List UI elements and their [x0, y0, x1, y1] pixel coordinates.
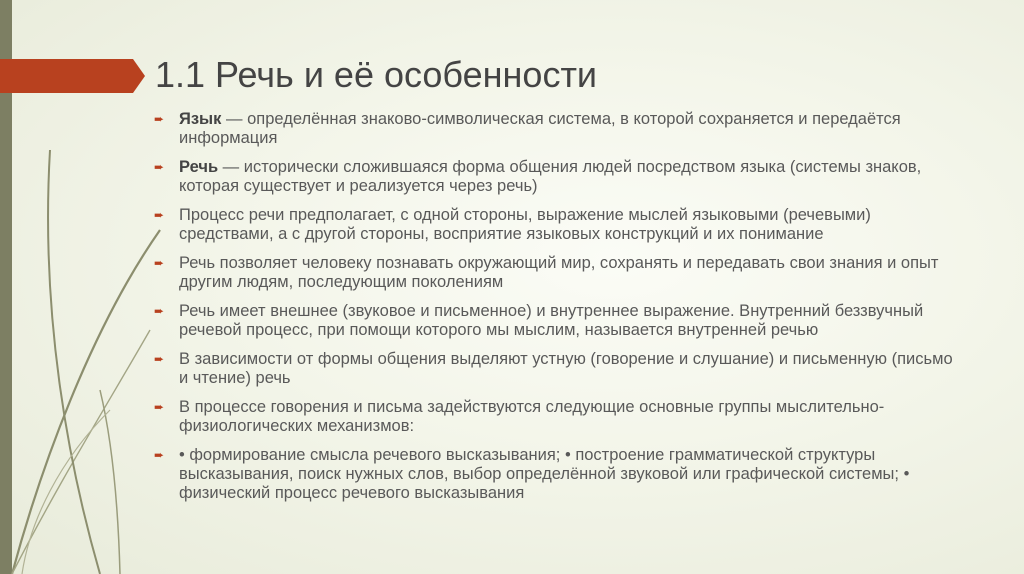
bullet-text: Процесс речи предполагает, с одной стороны, выражение мыслей языковыми (речевыми) средствами, а с другой стороны, восприятие языковых конструкций и их понимание	[179, 206, 871, 243]
arrow-bullet-icon: ➨	[154, 112, 165, 126]
arrow-bullet-icon: ➨	[154, 448, 165, 462]
bullet-term: Язык	[179, 110, 222, 128]
arrow-bullet-icon: ➨	[154, 352, 165, 366]
bullet-text: В процессе говорения и письма задействуются следующие основные группы мыслительно-физиологических механизмов:	[179, 398, 885, 435]
bullet-text: • формирование смысла речевого высказывания; • построение грамматической структуры высказывания, поиск нужных слов, выбор определённой звуковой или графической системы; • физический процесс речевого высказывания	[179, 446, 910, 502]
bullet-text: — определённая знаково-символическая система, в которой сохраняется и передаётся информация	[179, 110, 901, 147]
bullet-item	[154, 446, 954, 503]
bullet-text: — исторически сложившаяся форма общения людей посредством языка (системы знаков, которая существует и реализуется через речь)	[179, 158, 922, 195]
bullet-item	[154, 206, 954, 244]
bullet-term: Речь	[179, 158, 219, 176]
arrow-bullet-icon: ➨	[154, 160, 165, 174]
bullet-text: Речь имеет внешнее (звуковое и письменное) и внутреннее выражение. Внутренний беззвучный речевой процесс, при помощи которого мы мыслим, называется внутренней речью	[179, 302, 924, 339]
bullet-item	[154, 110, 954, 148]
bullet-item	[154, 158, 954, 196]
arrow-bullet-icon: ➨	[154, 256, 165, 270]
bullet-item	[154, 254, 954, 292]
title-accent-bar	[0, 59, 133, 93]
title-accent-arrow	[133, 59, 145, 93]
bullet-item	[154, 302, 954, 340]
arrow-bullet-icon: ➨	[154, 208, 165, 222]
bullet-list	[154, 110, 954, 513]
bullet-text: Речь позволяет человеку познавать окружающий мир, сохранять и передавать свои знания и опыт другим людям, последующим поколениям	[179, 254, 939, 291]
bullet-item	[154, 350, 954, 388]
slide-title: 1.1 Речь и её особенности	[155, 54, 598, 95]
arrow-bullet-icon: ➨	[154, 304, 165, 318]
bullet-text: В зависимости от формы общения выделяют устную (говорение и слушание) и письменную (письмо и чтение) речь	[179, 350, 953, 387]
bullet-item	[154, 398, 954, 436]
arrow-bullet-icon: ➨	[154, 400, 165, 414]
